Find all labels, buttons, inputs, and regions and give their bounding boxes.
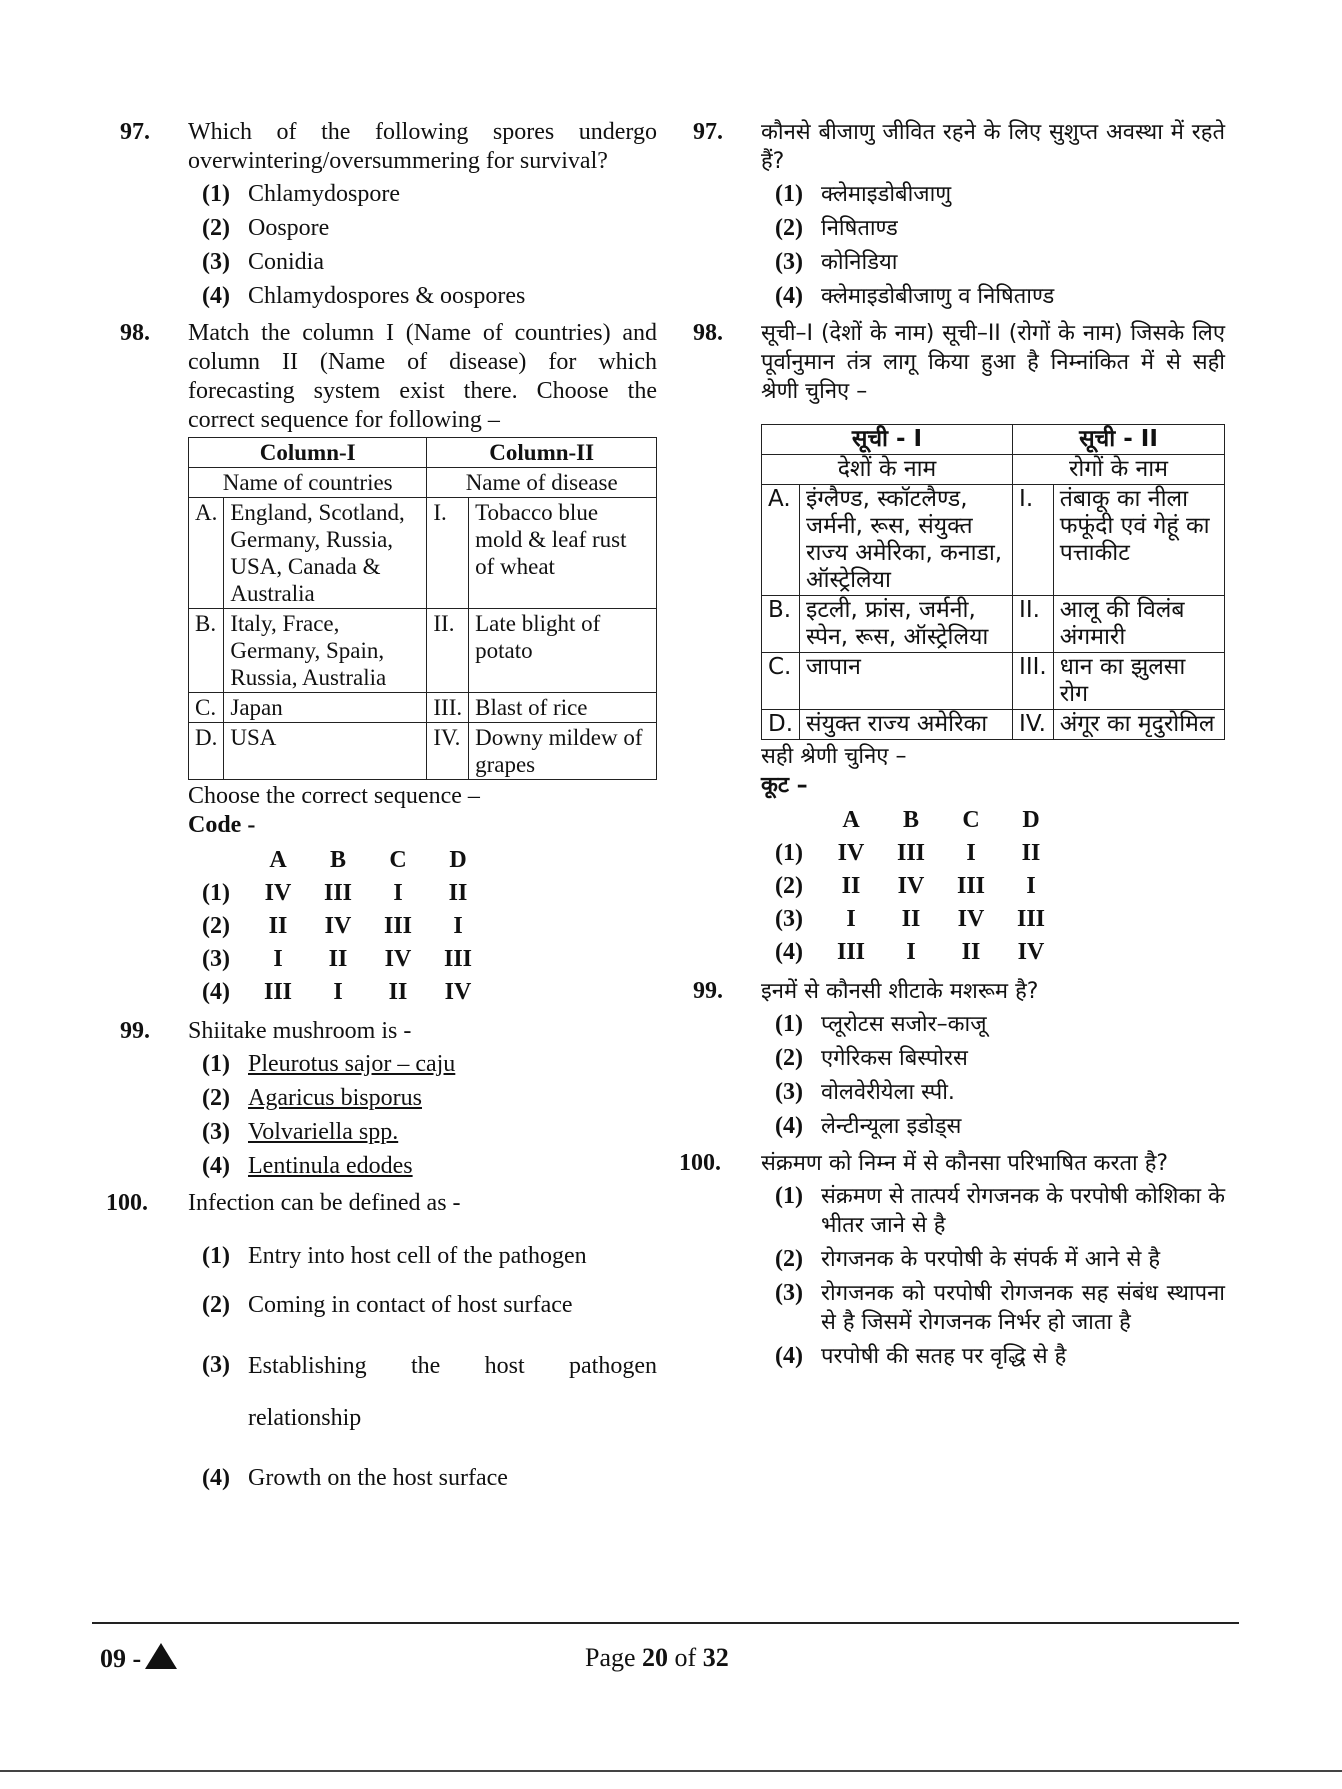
row-key: D. <box>762 710 800 740</box>
question-number: 98. <box>120 320 150 346</box>
code-cell: I <box>966 840 976 866</box>
option-text: रोगजनक को परपोषी रोगजनक सह संबंध स्थापना से है जिसमें रोगजनक निर्भर हो जाता है <box>821 1281 1225 1335</box>
option-number: (2) <box>202 1085 230 1111</box>
code-cell: I <box>846 906 856 932</box>
option-1 <box>775 180 1225 209</box>
option-number: (2) <box>202 215 230 241</box>
row-numeral: IV. <box>427 723 469 780</box>
row-countries: जापान <box>800 653 1013 710</box>
code-cell: IV <box>837 840 865 866</box>
option-2 <box>202 1084 657 1113</box>
code-cell: I <box>906 939 916 965</box>
option-number: (3) <box>202 1352 230 1378</box>
code-header: D <box>449 847 467 873</box>
option-3 <box>775 248 1225 277</box>
option-text: लेन्टीन्यूला इडोड्स <box>821 1114 962 1139</box>
triangle-icon <box>145 1643 177 1669</box>
page-number <box>585 1643 729 1672</box>
question-text: सूची–I (देशों के नाम) सूची–II (रोगों के नाम) जिसके लिए पूर्वानुमान तंत्र लागू किया हुआ है निम्नांकित में से सही श्रेणी चुनिए – <box>761 321 1225 404</box>
option-number: (1) <box>202 181 230 207</box>
question-number: 100. <box>106 1190 148 1216</box>
question-text: Match the column I (Name of countries) and column II (Name of disease) for which forecasting system exist there. Choose the correct sequence for following – <box>188 320 657 433</box>
code-cell: III <box>263 979 293 1005</box>
question-98-en <box>112 319 657 1009</box>
option-number: (3) <box>775 1079 803 1105</box>
option-number: (1) <box>202 1051 230 1077</box>
row-countries: संयुक्त राज्य अमेरिका <box>800 710 1013 740</box>
options-list <box>202 1050 657 1181</box>
code-cell: IV <box>957 906 985 932</box>
match-table <box>761 424 1225 740</box>
column-2-header: सूची - II <box>1013 425 1225 455</box>
option-1 <box>775 1010 1225 1039</box>
row-countries: England, Scotland, Germany, Russia, USA, Canada & Australia <box>224 498 427 609</box>
option-text: Oospore <box>248 215 330 241</box>
code-cell: IV <box>384 946 412 972</box>
code-header: D <box>1022 807 1040 833</box>
option-number: (3) <box>202 1119 230 1145</box>
option-3 <box>202 1118 657 1147</box>
code-cell: III <box>956 873 986 899</box>
match-table <box>188 437 657 780</box>
page-total: 32 <box>702 1643 729 1672</box>
code-cell: IV <box>897 873 925 899</box>
code-row <box>775 936 1061 969</box>
option-number: (3) <box>775 249 803 275</box>
question-100-hi <box>679 1149 1225 1371</box>
table-row <box>762 485 1225 596</box>
row-key: B. <box>762 596 800 653</box>
option-3 <box>775 1279 1225 1337</box>
code-row-number: (4) <box>202 979 230 1005</box>
row-numeral: II. <box>427 609 469 693</box>
row-numeral: III. <box>1013 653 1054 710</box>
option-text: Establishing the host pathogen relationship <box>248 1353 657 1431</box>
code-label: Code - <box>188 812 256 838</box>
option-text: Lentinula edodes <box>248 1153 413 1179</box>
option-number: (3) <box>202 249 230 275</box>
option-text: एगेरिकस बिस्पोरस <box>821 1046 968 1071</box>
row-countries: इंग्लैण्ड, स्कॉटलैण्ड, जर्मनी, रूस, संयुक्त राज्य अमेरिका, कनाडा, ऑस्ट्रेलिया <box>800 485 1013 596</box>
option-text: Coming in contact of host surface <box>248 1292 573 1318</box>
code-row-number: (4) <box>775 939 803 965</box>
option-number: (2) <box>775 1246 803 1272</box>
code-row-number: (1) <box>775 840 803 866</box>
option-4 <box>202 1464 657 1493</box>
row-disease: आलू की विलंब अंगमारी <box>1053 596 1224 653</box>
code-cell: II <box>901 906 921 932</box>
code-header: A <box>842 807 860 833</box>
column-1-subheader: देशों के नाम <box>762 455 1013 485</box>
code-row <box>775 837 1061 870</box>
option-number: (3) <box>775 1280 803 1306</box>
option-2 <box>202 214 657 243</box>
code-cell: III <box>443 946 473 972</box>
option-text: Chlamydospores & oospores <box>248 283 526 309</box>
question-text: इनमें से कौनसी शीटाके मशरूम है? <box>761 979 1039 1004</box>
option-text: Entry into host cell of the pathogen <box>248 1243 587 1269</box>
option-number: (4) <box>775 1113 803 1139</box>
option-1 <box>202 180 657 209</box>
option-1 <box>775 1182 1225 1240</box>
option-text: क्लेमाइडोबीजाणु <box>821 182 952 207</box>
code-table <box>775 804 1061 969</box>
code-cell: I <box>393 880 403 906</box>
table-row <box>762 653 1225 710</box>
question-number: 99. <box>693 978 723 1004</box>
option-text: निषिताण्ड <box>821 216 898 241</box>
row-key: D. <box>189 723 224 780</box>
code-row <box>202 877 488 910</box>
options-list <box>202 180 657 311</box>
option-text: रोगजनक के परपोषी के संपर्क में आने से है <box>821 1247 1161 1272</box>
row-key: A. <box>189 498 224 609</box>
question-text: संक्रमण को निम्न में से कौनसा परिभाषित करता है? <box>761 1151 1169 1176</box>
code-cell: I <box>273 946 283 972</box>
option-text: प्लूरोटस सजोर–काजू <box>821 1012 987 1037</box>
option-text: Chlamydospore <box>248 181 400 207</box>
option-4 <box>202 1152 657 1181</box>
option-1 <box>202 1242 657 1271</box>
option-number: (4) <box>775 1343 803 1369</box>
option-number: (1) <box>202 1243 230 1269</box>
column-1-header: Column-I <box>189 438 427 468</box>
option-1 <box>202 1050 657 1079</box>
option-4 <box>775 282 1225 311</box>
option-2 <box>775 1245 1225 1274</box>
code-cell: II <box>388 979 408 1005</box>
row-disease: तंबाकू का नीला फफूंदी एवं गेहूं का पत्ताकीट <box>1053 485 1224 596</box>
code-header: C <box>389 847 407 873</box>
option-4 <box>775 1112 1225 1141</box>
option-number: (2) <box>202 1292 230 1318</box>
option-text: कोनिडिया <box>821 250 898 275</box>
options-list <box>775 1010 1225 1141</box>
option-text: परपोषी की सतह पर वृद्धि से है <box>821 1344 1067 1369</box>
row-numeral: I. <box>1013 485 1054 596</box>
column-1-subheader: Name of countries <box>189 468 427 498</box>
column-1-header: सूची - I <box>762 425 1013 455</box>
option-text: वोलवेरीयेला स्पी. <box>821 1080 955 1105</box>
question-97-hi <box>685 118 1225 311</box>
code-table <box>202 844 488 1009</box>
option-number: (4) <box>202 1465 230 1491</box>
code-label: कूट – <box>761 773 808 798</box>
option-2 <box>775 214 1225 243</box>
row-key: A. <box>762 485 800 596</box>
code-row <box>202 943 488 976</box>
table-row <box>189 498 657 609</box>
option-4 <box>202 282 657 311</box>
code-cell: IV <box>444 979 472 1005</box>
code-row-number: (2) <box>775 873 803 899</box>
page-of: of <box>668 1643 703 1672</box>
code-row <box>202 910 488 943</box>
row-countries: USA <box>224 723 427 780</box>
hindi-column <box>679 118 1225 1379</box>
option-number: (1) <box>775 1183 803 1209</box>
code-row-number: (3) <box>775 906 803 932</box>
column-2-header: Column-II <box>427 438 657 468</box>
code-cell: I <box>453 913 463 939</box>
option-text: Volvariella spp. <box>248 1119 399 1145</box>
booklet-code-text: 09 - <box>100 1644 142 1673</box>
code-row <box>775 903 1061 936</box>
question-number: 99. <box>120 1018 150 1044</box>
page-current: 20 <box>642 1643 669 1672</box>
row-numeral: II. <box>1013 596 1054 653</box>
option-text: Agaricus bisporus <box>248 1085 422 1111</box>
code-header: C <box>962 807 980 833</box>
option-number: (1) <box>775 1011 803 1037</box>
booklet-code <box>100 1643 177 1673</box>
option-number: (4) <box>202 283 230 309</box>
option-2 <box>775 1044 1225 1073</box>
code-header: B <box>329 847 346 873</box>
english-column <box>106 118 657 1513</box>
options-list <box>775 180 1225 311</box>
question-99-hi <box>685 977 1225 1141</box>
question-number: 98. <box>693 320 723 346</box>
column-2-subheader: रोगों के नाम <box>1013 455 1225 485</box>
code-cell: II <box>841 873 861 899</box>
code-header: B <box>902 807 919 833</box>
question-text: Infection can be defined as - <box>188 1190 461 1216</box>
option-number: (1) <box>775 181 803 207</box>
option-text: Conidia <box>248 249 324 275</box>
option-text: क्लेमाइडोबीजाणु व निषिताण्ड <box>821 284 1055 309</box>
option-text: Pleurotus sajor – caju <box>248 1051 456 1077</box>
row-disease: Late blight of potato <box>469 609 657 693</box>
page-prefix: Page <box>585 1643 643 1672</box>
code-cell: II <box>268 913 288 939</box>
row-key: C. <box>762 653 800 710</box>
option-number: (2) <box>775 215 803 241</box>
row-disease: Downy mildew of grapes <box>469 723 657 780</box>
option-number: (2) <box>775 1045 803 1071</box>
question-number: 100. <box>679 1150 721 1176</box>
table-row <box>762 596 1225 653</box>
table-row <box>189 723 657 780</box>
table-row <box>189 609 657 693</box>
row-disease: Tobacco blue mold & leaf rust of wheat <box>469 498 657 609</box>
code-row-number: (3) <box>202 946 230 972</box>
question-text: कौनसे बीजाणु जीवित रहने के लिए सुशुप्त अवस्था में रहते हैं? <box>761 120 1225 174</box>
row-countries: Japan <box>224 693 427 723</box>
question-100-en <box>106 1189 657 1493</box>
options-list <box>202 1242 657 1493</box>
row-countries: इटली, फ्रांस, जर्मनी, स्पेन, रूस, ऑस्ट्रेलिया <box>800 596 1013 653</box>
row-disease: धान का झुलसा रोग <box>1053 653 1224 710</box>
code-cell: IV <box>264 880 292 906</box>
table-row <box>762 710 1225 740</box>
option-number: (4) <box>775 283 803 309</box>
question-98-hi <box>685 319 1225 969</box>
code-cell: I <box>333 979 343 1005</box>
option-4 <box>775 1342 1225 1371</box>
code-cell: III <box>323 880 353 906</box>
question-97-en <box>112 118 657 311</box>
row-numeral: III. <box>427 693 469 723</box>
code-cell: I <box>1026 873 1036 899</box>
code-cell: IV <box>1017 939 1045 965</box>
choose-sequence-text: Choose the correct sequence – <box>188 783 480 809</box>
row-numeral: I. <box>427 498 469 609</box>
row-key: C. <box>189 693 224 723</box>
code-cell: II <box>328 946 348 972</box>
question-number: 97. <box>120 119 150 145</box>
bottom-edge-line <box>0 1770 1342 1772</box>
options-list <box>775 1182 1225 1371</box>
row-countries: Italy, Frace, Germany, Spain, Russia, Australia <box>224 609 427 693</box>
column-2-subheader: Name of disease <box>427 468 657 498</box>
code-row <box>202 976 488 1009</box>
question-text: Which of the following spores undergo overwintering/oversummering for survival? <box>188 119 657 174</box>
option-2 <box>202 1291 657 1320</box>
option-3 <box>775 1078 1225 1107</box>
row-numeral: IV. <box>1013 710 1054 740</box>
choose-sequence-text: सही श्रेणी चुनिए – <box>761 744 907 769</box>
code-row <box>775 870 1061 903</box>
option-text: Growth on the host surface <box>248 1465 508 1491</box>
option-3 <box>202 1340 657 1444</box>
code-cell: III <box>836 939 866 965</box>
code-cell: II <box>1021 840 1041 866</box>
code-cell: II <box>448 880 468 906</box>
row-disease: अंगूर का मृदुरोमिल <box>1053 710 1224 740</box>
code-cell: III <box>896 840 926 866</box>
table-row <box>189 693 657 723</box>
question-99-en <box>112 1017 657 1181</box>
code-row-number: (1) <box>202 880 230 906</box>
code-cell: III <box>383 913 413 939</box>
question-number: 97. <box>693 119 723 145</box>
row-disease: Blast of rice <box>469 693 657 723</box>
footer-divider <box>92 1622 1239 1624</box>
row-key: B. <box>189 609 224 693</box>
code-row-number: (2) <box>202 913 230 939</box>
question-text: Shiitake mushroom is - <box>188 1018 412 1044</box>
code-cell: II <box>961 939 981 965</box>
code-header: A <box>269 847 287 873</box>
code-cell: III <box>1016 906 1046 932</box>
code-cell: IV <box>324 913 352 939</box>
option-text: संक्रमण से तात्पर्य रोगजनक के परपोषी कोशिका के भीतर जाने से है <box>821 1184 1225 1238</box>
option-3 <box>202 248 657 277</box>
option-number: (4) <box>202 1153 230 1179</box>
